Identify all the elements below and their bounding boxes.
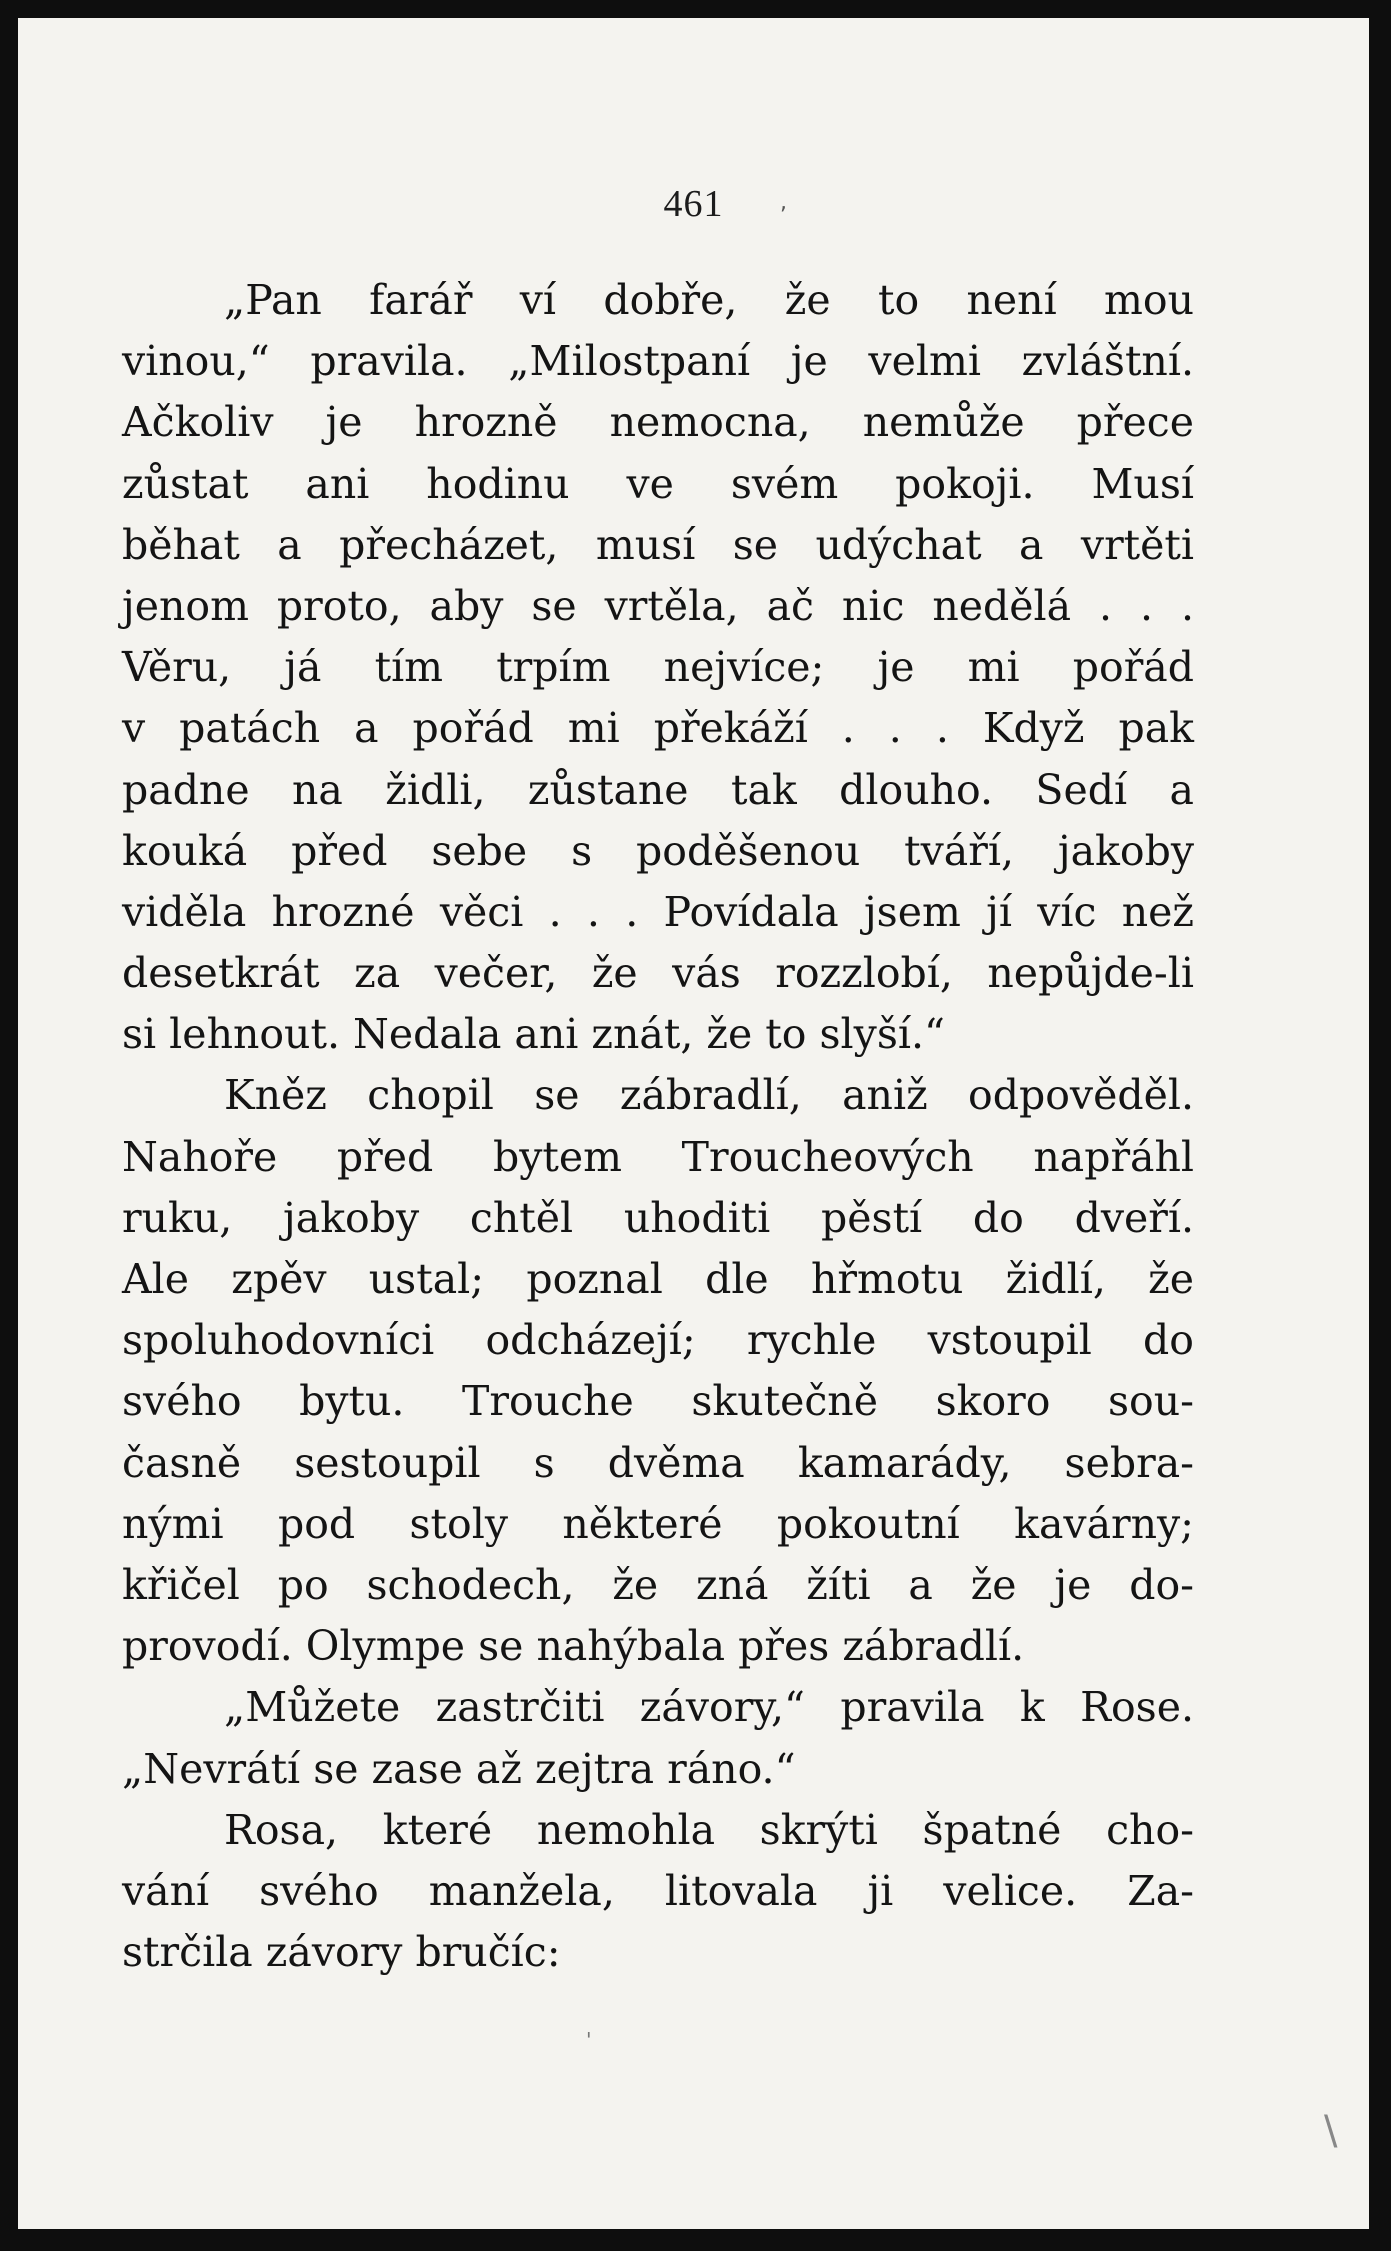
text-line: Rosa, které nemohla skrýti špatné cho- [224,1805,1194,1854]
text-line: „Pan farář ví dobře, že to není mou [224,276,1194,324]
text-line: ruku, jakoby chtěl uhoditi pěstí do dveří. [122,1193,1194,1242]
text-line: desetkrát za večer, že vás rozzlobí, nepůjde-li [122,949,1194,998]
text-line: jenom proto, aby se vrtěla, ač nic nedělá . . . [122,581,1194,630]
text-line: „Nevrátí se zase až zejtra ráno.“ [122,1744,796,1793]
scan-speck: ' [586,2028,592,2052]
text-line: Kněz chopil se zábradlí, aniž odpověděl. [224,1071,1194,1120]
text-line: Nahoře před bytem Troucheových napřáhl [122,1132,1194,1181]
scan-speck: \ [1324,2108,1338,2154]
text-line: strčila závory bručíc: [122,1928,561,1977]
text-line: v patách a pořád mi překáží . . . Když pak [122,704,1194,753]
book-page [18,18,1369,2229]
text-line: „Můžete zastrčiti závory,“ pravila k Rose. [224,1683,1194,1732]
text-line: časně sestoupil s dvěma kamarády, sebra- [122,1438,1194,1487]
page-number: 461 [663,183,724,225]
text-line: zůstat ani hodinu ve svém pokoji. Musí [122,459,1194,508]
text-line: Ale zpěv ustal; poznal dle hřmotu židlí, že [122,1255,1194,1303]
text-line: křičel po schodech, že zná žíti a že je do- [122,1560,1194,1609]
text-line: Věru, já tím trpím nejvíce; je mi pořád [122,643,1194,692]
text-line: kouká před sebe s poděšenou tváří, jakoby [122,826,1194,875]
text-line: svého bytu. Trouche skutečně skoro sou- [122,1377,1194,1426]
text-line: vání svého manžela, litovala ji velice. Za- [122,1866,1194,1915]
text-line: provodí. Olympe se nahýbala přes zábradlí. [122,1622,1025,1671]
text-line: spoluhodovníci odcházejí; rychle vstoupil do [122,1316,1194,1365]
text-line: Ačkoliv je hrozně nemocna, nemůže přece [122,398,1194,447]
scan-speck: , [780,190,787,215]
text-line: nými pod stoly některé pokoutní kavárny; [122,1499,1194,1548]
text-line: vinou,“ pravila. „Milostpaní je velmi zvláštní. [122,337,1194,386]
text-line: padne na židli, zůstane tak dlouho. Sedí a [122,765,1194,814]
text-line: si lehnout. Nedala ani znát, že to slyší.“ [122,1010,945,1059]
text-line: běhat a přecházet, musí se udýchat a vrtěti [122,520,1194,569]
body-text [122,270,1194,1983]
text-line: viděla hrozné věci . . . Povídala jsem jí víc než [122,887,1194,936]
